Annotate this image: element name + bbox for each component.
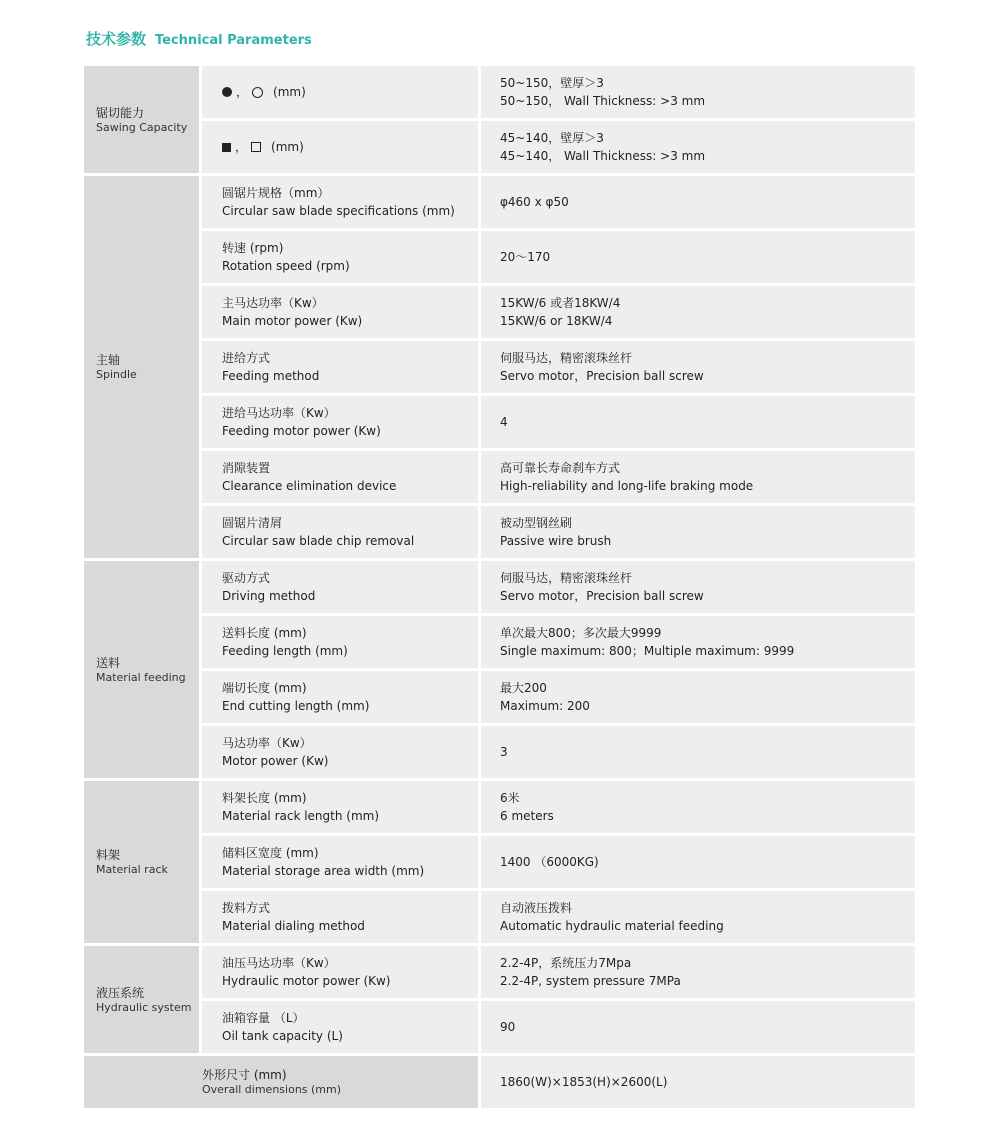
- value-line-primary: 20～170: [500, 250, 551, 264]
- parameter-value-cell: [481, 451, 915, 503]
- parameter-name-chinese: 拨料方式: [222, 901, 271, 915]
- value-line-primary: 单次最大800；多次最大9999: [500, 626, 662, 640]
- value-line-primary: 高可靠长寿命刹车方式: [500, 461, 621, 475]
- value-line-secondary: 2.2-4P, system pressure 7MPa: [500, 974, 681, 988]
- value-line-primary: 50~150，壁厚＞3: [500, 76, 604, 90]
- parameter-name-english: Oil tank capacity (L): [222, 1029, 343, 1043]
- parameter-name-cell: [202, 781, 478, 833]
- group-rows: [202, 946, 915, 1053]
- value-line-secondary: Single maximum: 800；Multiple maximum: 9999: [500, 644, 795, 658]
- parameter-row: [202, 946, 915, 998]
- group-rows: [202, 781, 915, 943]
- parameter-name-english: Material dialing method: [222, 919, 365, 933]
- parameter-group: [84, 66, 915, 173]
- dimensions-label-cell: [84, 1056, 478, 1108]
- value-line-primary: 最大200: [500, 681, 547, 695]
- parameter-value-cell: [481, 231, 915, 283]
- value-line-primary: 2.2-4P，系统压力7Mpa: [500, 956, 632, 970]
- value-line-primary: 45~140，壁厚＞3: [500, 131, 604, 145]
- parameter-name-cell: [202, 891, 478, 943]
- parameter-name-english: Material rack length (mm): [222, 809, 380, 823]
- parameter-value-cell: [481, 1001, 915, 1053]
- parameter-row: [202, 671, 915, 723]
- parameter-row: [202, 121, 915, 173]
- parameter-row: [202, 836, 915, 888]
- value-line-secondary: 15KW/6 or 18KW/4: [500, 314, 613, 328]
- value-line-primary: 被动型钢丝刷: [500, 516, 573, 530]
- parameter-value-cell: [481, 121, 915, 173]
- parameter-name-cell: [202, 506, 478, 558]
- parameter-name-cell: [202, 616, 478, 668]
- category-cell: [84, 176, 199, 558]
- parameter-name-english: Motor power (Kw): [222, 754, 329, 768]
- parameter-row: [202, 506, 915, 558]
- value-line-primary: 6米: [500, 791, 520, 805]
- value-line-primary: 自动液压拨料: [500, 901, 573, 915]
- parameter-name-english: Feeding length (mm): [222, 644, 348, 658]
- dimensions-value-cell: [481, 1056, 915, 1108]
- parameter-name-chinese: 油箱容量 （L）: [222, 1011, 305, 1025]
- parameter-value-cell: [481, 66, 915, 118]
- parameter-name-english: Rotation speed (rpm): [222, 259, 350, 273]
- value-line-primary: 90: [500, 1020, 516, 1034]
- parameter-value-cell: [481, 946, 915, 998]
- parameter-name-chinese: 料架长度 (mm): [222, 791, 307, 805]
- parameter-value-cell: [481, 836, 915, 888]
- parameter-name-cell: [202, 726, 478, 778]
- parameter-name-cell: [202, 231, 478, 283]
- parameter-row: [202, 891, 915, 943]
- parameter-value-cell: [481, 726, 915, 778]
- parameter-name-chinese: 油压马达功率（Kw）: [222, 956, 336, 970]
- parameter-group: [84, 946, 915, 1053]
- category-cell: [84, 946, 199, 1053]
- value-line-secondary: Passive wire brush: [500, 534, 612, 548]
- value-line-secondary: Maximum: 200: [500, 699, 590, 713]
- parameter-value-cell: [481, 671, 915, 723]
- parameter-name-english: Circular saw blade specifications (mm): [222, 204, 455, 218]
- parameter-name-chinese: 主马达功率（Kw）: [222, 296, 324, 310]
- value-line-secondary: 50~150， Wall Thickness: >3 mm: [500, 94, 706, 108]
- parameter-name-chinese: 圆锯片清屑: [222, 516, 283, 530]
- parameter-name-cell: [202, 671, 478, 723]
- square-filled-icon: [222, 143, 231, 152]
- parameter-name-cell: [202, 341, 478, 393]
- parameter-name-english: Material storage area width (mm): [222, 864, 425, 878]
- parameter-name-cell: [202, 286, 478, 338]
- parameter-row: [202, 286, 915, 338]
- category-label-chinese: 液压系统: [96, 985, 145, 1000]
- dimensions-label-english: Overall dimensions (mm): [202, 1083, 342, 1096]
- parameter-row: [202, 66, 915, 118]
- symbol-separator: ，: [235, 140, 248, 154]
- parameter-name-english: Feeding motor power (Kw): [222, 424, 381, 438]
- value-line-secondary: Servo motor，Precision ball screw: [500, 369, 704, 383]
- parameter-name-english: Circular saw blade chip removal: [222, 534, 415, 548]
- parameter-group: [84, 781, 915, 943]
- section-symbols: [222, 138, 478, 156]
- value-line-primary: φ460 x φ50: [500, 195, 569, 209]
- parameter-row: [202, 1001, 915, 1053]
- parameter-name-cell: [202, 121, 478, 173]
- parameter-name-english: Hydraulic motor power (Kw): [222, 974, 391, 988]
- symbol-separator: ，: [236, 85, 249, 99]
- parameter-name-english: End cutting length (mm): [222, 699, 370, 713]
- value-line-secondary: Servo motor，Precision ball screw: [500, 589, 704, 603]
- category-label-chinese: 料架: [96, 848, 121, 862]
- technical-parameters-table: [84, 66, 915, 1108]
- value-line-primary: 1400 （6000KG): [500, 855, 599, 869]
- parameter-row: [202, 451, 915, 503]
- value-line-secondary: 45~140， Wall Thickness: >3 mm: [500, 149, 706, 163]
- category-label-english: Material rack: [96, 863, 168, 876]
- parameter-value-cell: [481, 561, 915, 613]
- heading-english: Technical Parameters: [155, 33, 312, 48]
- parameter-name-chinese: 转速 (rpm): [222, 241, 284, 255]
- value-line-primary: 15KW/6 或者18KW/4: [500, 296, 621, 310]
- group-rows: [202, 561, 915, 778]
- parameter-name-english: Clearance elimination device: [222, 479, 397, 493]
- category-label-english: Sawing Capacity: [96, 120, 188, 134]
- dimensions-label-chinese: 外形尺寸 (mm): [202, 1068, 287, 1082]
- heading-chinese: 技术参数: [86, 30, 147, 48]
- parameter-row: [202, 726, 915, 778]
- parameter-name-cell: [202, 836, 478, 888]
- parameter-name-chinese: 端切长度 (mm): [222, 681, 307, 695]
- parameter-row: [202, 341, 915, 393]
- category-label-english: Hydraulic system: [96, 1000, 192, 1014]
- category-label-chinese: 主轴: [96, 353, 121, 367]
- parameter-name-cell: [202, 561, 478, 613]
- category-label-chinese: 锯切能力: [96, 105, 145, 120]
- parameter-name-cell: [202, 946, 478, 998]
- parameter-name-cell: [202, 396, 478, 448]
- parameter-group: [84, 176, 915, 558]
- group-rows: [202, 176, 915, 558]
- parameter-name-chinese: 进给马达功率（Kw）: [222, 406, 336, 420]
- parameter-row: [202, 176, 915, 228]
- parameter-name-english: Feeding method: [222, 369, 320, 383]
- unit-label: (mm): [271, 140, 304, 154]
- parameter-value-cell: [481, 506, 915, 558]
- parameter-row: [202, 561, 915, 613]
- parameter-value-cell: [481, 176, 915, 228]
- parameter-name-chinese: 储料区宽度 (mm): [222, 846, 319, 860]
- parameter-group: [84, 561, 915, 778]
- parameter-row: [202, 616, 915, 668]
- parameter-name-cell: [202, 66, 478, 118]
- parameter-value-cell: [481, 396, 915, 448]
- category-label-english: Spindle: [96, 368, 137, 381]
- category-cell: [84, 781, 199, 943]
- value-line-primary: 伺服马达，精密滚珠丝杆: [500, 351, 633, 365]
- value-line-secondary: Automatic hydraulic material feeding: [500, 919, 724, 933]
- parameter-name-chinese: 驱动方式: [222, 571, 271, 585]
- parameter-name-english: Main motor power (Kw): [222, 314, 363, 328]
- parameter-value-cell: [481, 616, 915, 668]
- parameter-row: [202, 231, 915, 283]
- value-line-primary: 3: [500, 745, 508, 759]
- category-label-chinese: 送料: [96, 655, 121, 670]
- unit-label: (mm): [273, 85, 306, 99]
- value-line-secondary: High-reliability and long-life braking mode: [500, 479, 754, 493]
- section-symbols: [222, 83, 478, 101]
- parameter-name-chinese: 圆锯片规格（mm）: [222, 186, 330, 200]
- parameter-row: [202, 396, 915, 448]
- value-line-primary: 4: [500, 415, 508, 429]
- dimensions-value: 1860(W)×1853(H)×2600(L): [500, 1075, 668, 1089]
- circle-filled-icon: [222, 87, 232, 97]
- square-open-icon: [251, 142, 261, 152]
- category-label-english: Material feeding: [96, 670, 186, 684]
- value-line-primary: 伺服马达，精密滚珠丝杆: [500, 571, 633, 585]
- category-cell: [84, 561, 199, 778]
- parameter-name-chinese: 马达功率（Kw）: [222, 736, 312, 750]
- parameter-name-english: Driving method: [222, 589, 316, 603]
- group-rows: [202, 66, 915, 173]
- parameter-value-cell: [481, 781, 915, 833]
- parameter-name-chinese: 消隙装置: [222, 461, 271, 475]
- parameter-value-cell: [481, 341, 915, 393]
- parameter-name-chinese: 送料长度 (mm): [222, 626, 307, 640]
- section-heading: [86, 28, 312, 49]
- parameter-value-cell: [481, 891, 915, 943]
- parameter-name-chinese: 进给方式: [222, 351, 271, 365]
- parameter-name-cell: [202, 1001, 478, 1053]
- parameter-name-cell: [202, 176, 478, 228]
- category-cell: [84, 66, 199, 173]
- parameter-row: [202, 781, 915, 833]
- parameter-value-cell: [481, 286, 915, 338]
- overall-dimensions-row: [84, 1056, 915, 1108]
- circle-open-icon: [252, 87, 263, 98]
- value-line-secondary: 6 meters: [500, 809, 554, 823]
- parameter-name-cell: [202, 451, 478, 503]
